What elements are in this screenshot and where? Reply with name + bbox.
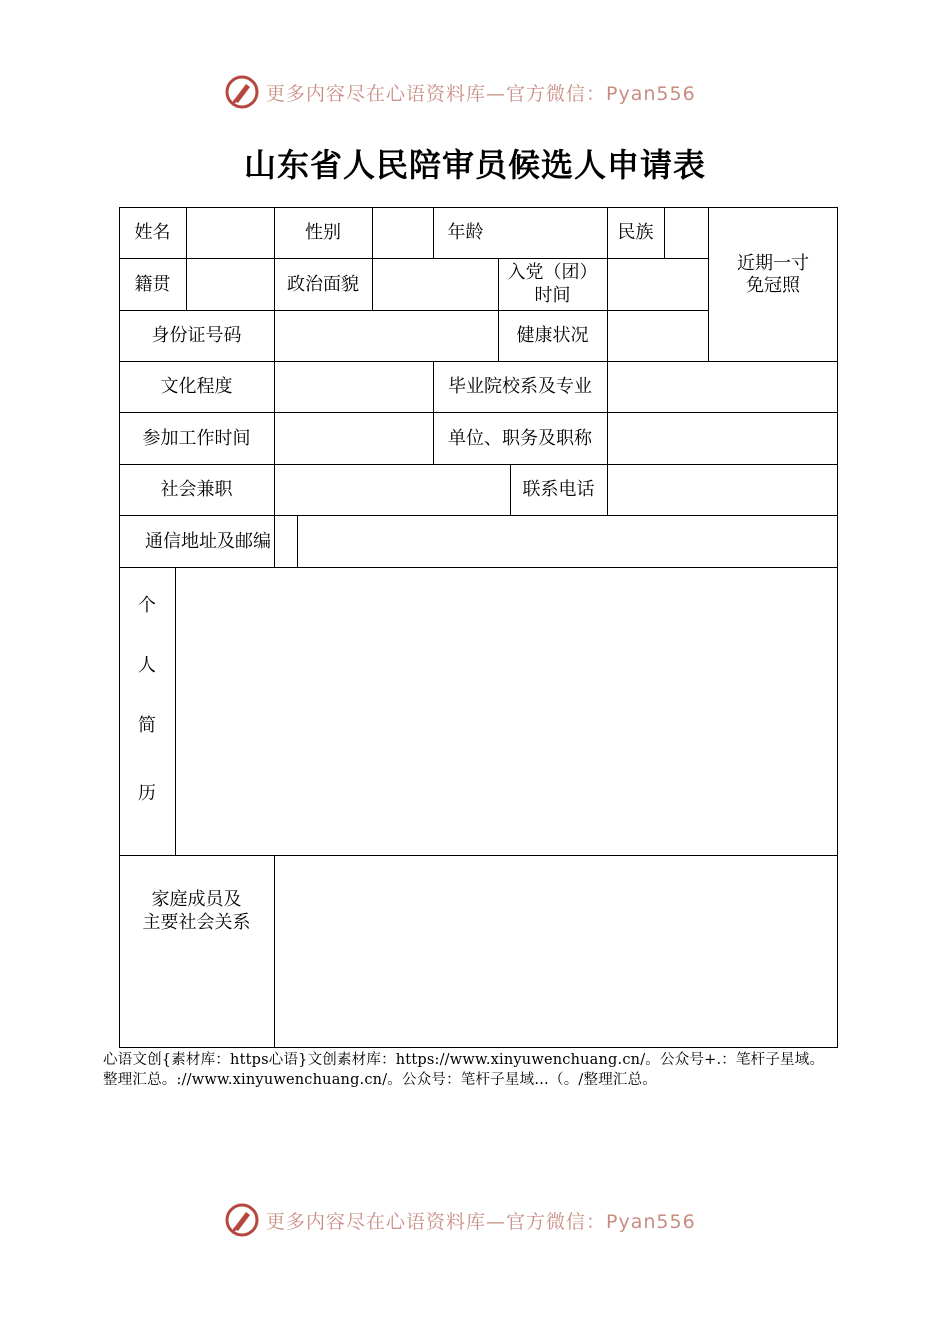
banner-brand: Pyan556 — [606, 82, 696, 105]
resume-field[interactable] — [175, 567, 838, 855]
address-field[interactable] — [297, 515, 838, 567]
work-start-label: 参加工作时间 — [142, 427, 251, 449]
school-major-label: 毕业院校系及专业 — [448, 376, 592, 397]
id-number-field[interactable] — [274, 310, 498, 361]
work-start-field[interactable] — [274, 412, 433, 464]
health-field[interactable] — [607, 310, 708, 361]
banner-brand: Pyan556 — [606, 1210, 696, 1233]
education-label: 文化程度 — [160, 376, 233, 397]
unit-position-label: 单位、职务及职称 — [448, 427, 592, 449]
id-number-label: 身份证号码 — [151, 325, 242, 346]
party-join-time-field[interactable] — [607, 258, 708, 310]
resume-label-char: 历 — [138, 783, 156, 804]
gender-label: 性别 — [305, 222, 341, 243]
name-label: 姓名 — [134, 222, 171, 243]
photo-placeholder: 近期一寸 免冠照 — [737, 253, 809, 296]
application-form — [119, 207, 838, 1048]
hometown-field[interactable] — [186, 258, 274, 310]
hometown-label: 籍贯 — [134, 273, 171, 295]
family-relations-label: 家庭成员及 主要社会关系 — [142, 889, 251, 933]
political-status-label: 政治面貌 — [287, 273, 359, 295]
banner-text: 更多内容尽在心语资料库—官方微信：Pyan556 — [266, 82, 696, 105]
name-field[interactable] — [186, 207, 274, 258]
phone-label: 联系电话 — [522, 479, 595, 500]
age-field[interactable] — [498, 207, 607, 258]
banner-text: 更多内容尽在心语资料库—官方微信：Pyan556 — [266, 1210, 696, 1233]
ethnicity-label: 民族 — [617, 222, 654, 243]
resume-label-char: 简 — [138, 715, 156, 736]
header-watermark-banner — [224, 72, 696, 112]
party-join-time-label: 入党（团） 时间 — [507, 262, 598, 306]
phone-field[interactable] — [607, 464, 838, 515]
address-label: 通信地址及邮编 — [145, 530, 271, 552]
social-role-field[interactable] — [274, 464, 510, 515]
health-label: 健康状况 — [516, 325, 589, 346]
ethnicity-field[interactable] — [664, 207, 708, 258]
gender-field[interactable] — [372, 207, 433, 258]
family-relations-field[interactable] — [274, 855, 838, 1048]
age-label: 年龄 — [447, 222, 484, 243]
brand-logo-icon — [224, 1202, 260, 1238]
social-role-label: 社会兼职 — [160, 479, 233, 500]
resume-label-char: 人 — [138, 655, 156, 676]
unit-position-field[interactable] — [607, 412, 838, 464]
footer-watermark-banner — [224, 1200, 696, 1240]
education-field[interactable] — [274, 361, 433, 412]
school-major-field[interactable] — [607, 361, 838, 412]
brand-logo-icon — [224, 74, 260, 110]
page-title: 山东省人民陪审员候选人申请表 — [243, 146, 706, 184]
footnote-text: 心语文创{素材库：https心语}文创素材库：https://www.xinyuwenchuang.cn/。公众号+.：笔杆子星域。整理汇总。://www.xinyuwenchuang.cn/。公众号：笔杆子星域…（。/整理汇总。 — [103, 1052, 825, 1088]
resume-label-char: 个 — [138, 595, 156, 616]
political-status-field[interactable] — [372, 258, 498, 310]
